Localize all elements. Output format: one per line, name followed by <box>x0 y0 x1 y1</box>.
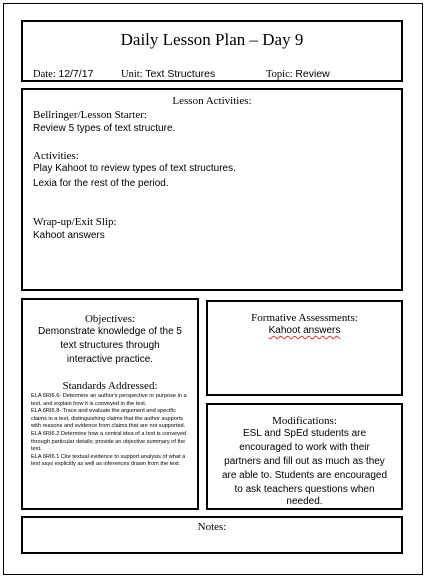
modifications-line-3: partners and fill out as much as they <box>224 456 385 467</box>
formative-text-value: Kahoot answers <box>268 325 341 336</box>
modifications-box <box>206 403 403 510</box>
modifications-line-6: needed. <box>286 496 323 507</box>
topic-label: Topic: <box>266 69 293 80</box>
lesson-activities-title: Lesson Activities: <box>172 95 252 107</box>
objectives-line-1: Demonstrate knowledge of the 5 <box>38 326 182 337</box>
date-label: Date: <box>33 69 56 80</box>
bellringer-text: Review 5 types of text structure. <box>33 123 176 134</box>
unit-label: Unit: <box>121 69 143 80</box>
topic-field <box>266 68 330 80</box>
standards-title: Standards Addressed: <box>62 380 158 392</box>
notes-title: Notes: <box>197 521 227 533</box>
standard-item: ELA 6RI6.6- Determine an author's perspective or purpose in a text, and explain how it is conveyed in the text. <box>31 393 187 407</box>
formative-text <box>214 324 395 338</box>
objectives-line-2: text structures through <box>60 340 160 351</box>
modifications-line-1: ESL and SpEd students are <box>242 428 367 439</box>
lesson-activities-box <box>21 88 403 291</box>
unit-field <box>121 68 215 80</box>
notes-box <box>21 516 403 554</box>
objectives-line-3: interactive practice. <box>66 354 154 365</box>
activities-line-2: Lexia for the rest of the period. <box>33 178 169 189</box>
activities-line-1 <box>33 163 236 174</box>
objectives-title: Objectives: <box>84 313 136 325</box>
page-title: Daily Lesson Plan – Day 9 <box>120 30 304 49</box>
header-box <box>21 20 403 82</box>
standard-item: ELA 6RI6.2 Determine how a central idea of a text is conveyed through particular details; provide an objective summary of the text. <box>31 430 187 453</box>
activities-line-1-text: Play Kahoot to review types of text structures. <box>33 163 236 174</box>
topic-value: Review <box>295 68 330 80</box>
standard-item: ELA 6RI6.8- Trace and evaluate the argument and specific claims in a text, distinguishing claims that the author supports with reasons and evidence from claims that are not supported. <box>31 408 186 430</box>
standard-item: ELA 6RI6.1 Cite textual evidence to support analysis of what a text says explicitly as well as inferences drawn from the text. <box>31 453 186 468</box>
bellringer-label: Bellringer/Lesson Starter: <box>33 109 147 121</box>
wrapup-label: Wrap-up/Exit Slip: <box>33 216 117 228</box>
objectives-box <box>21 298 199 510</box>
activities-label: Activities: <box>33 150 79 162</box>
formative-assessments-box <box>206 300 403 396</box>
unit-value: Text Structures <box>145 68 216 80</box>
standards-list <box>31 393 191 469</box>
modifications-line-2: encouraged to work with their <box>239 442 370 453</box>
modifications-title: Modifications: <box>272 415 337 427</box>
modifications-line-5: to ask teachers questions when <box>234 484 375 495</box>
formative-title: Formative Assessments: <box>251 312 358 324</box>
modifications-line-4: are able to. Students are encouraged <box>221 470 388 481</box>
date-value: 12/7/17 <box>58 68 94 80</box>
date-field <box>33 68 93 80</box>
wrapup-text: Kahoot answers <box>33 230 105 241</box>
